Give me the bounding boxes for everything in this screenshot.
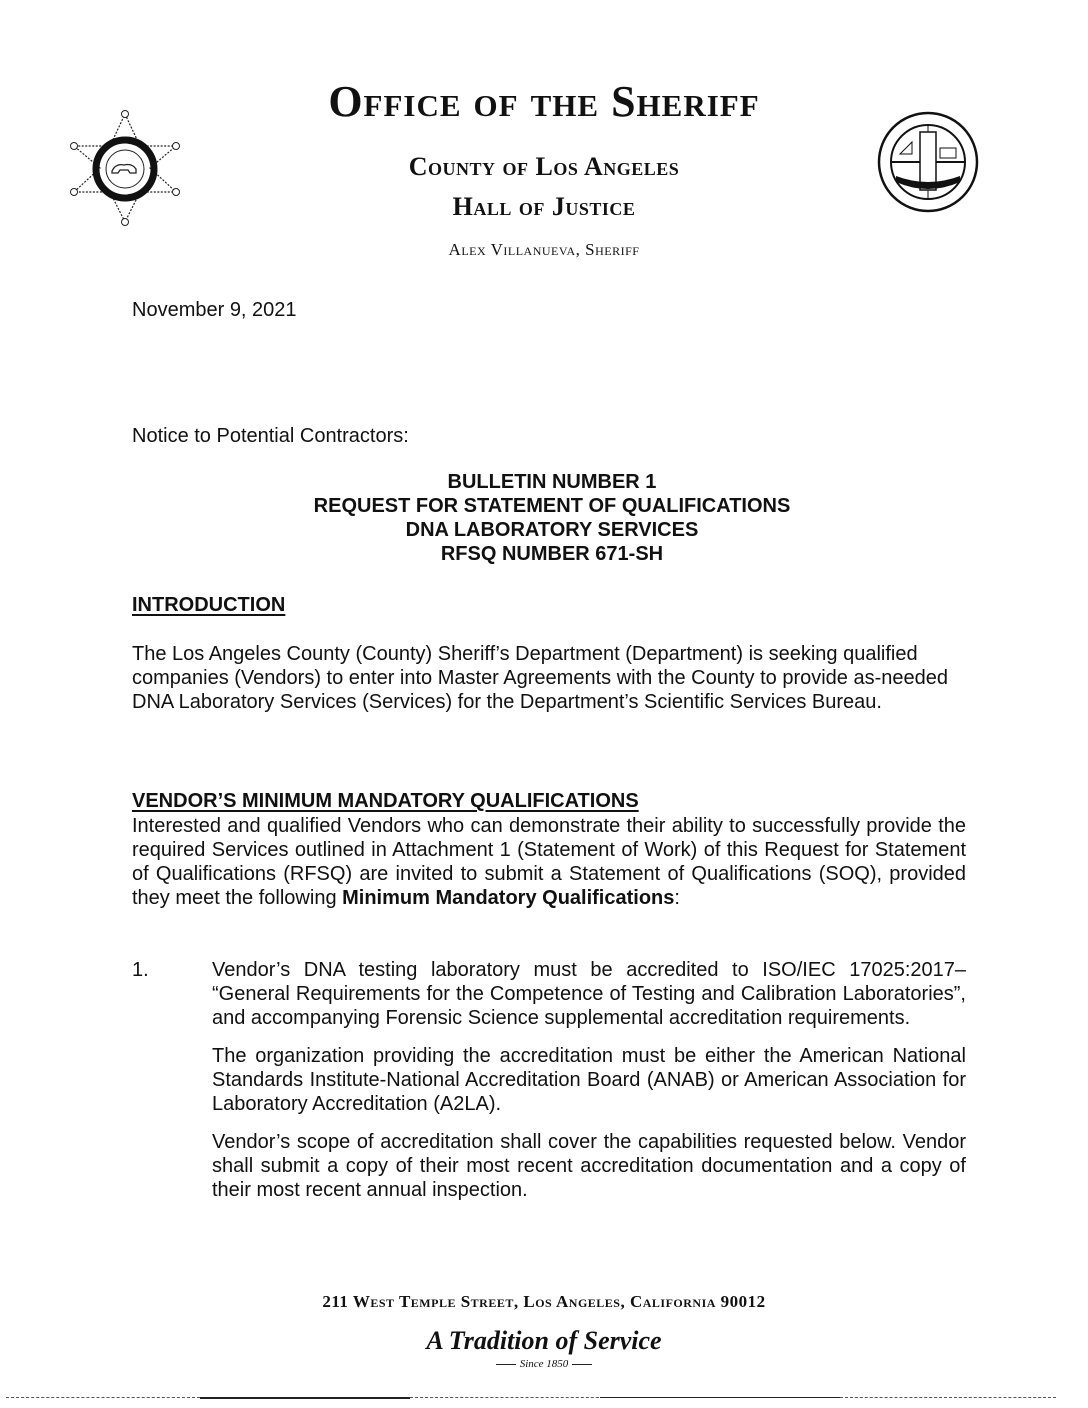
footer-since	[0, 1358, 1088, 1370]
letterhead-hall-of-justice: Hall of Justice	[452, 192, 636, 221]
bulletin-title-block	[132, 470, 962, 566]
bulletin-line: REQUEST FOR STATEMENT OF QUALIFICATIONS	[313, 495, 791, 517]
qualifications-heading: VENDOR’S MINIMUM MANDATORY QUALIFICATIONS	[132, 790, 639, 812]
letter-date: November 9, 2021	[132, 299, 297, 321]
flourish-left-icon	[496, 1364, 516, 1365]
letterhead-sheriff-name: Alex Villanueva, Sheriff	[448, 240, 640, 259]
introduction-heading: INTRODUCTION	[132, 594, 286, 616]
list-item-paragraph: The organization providing the accreditation must be either the American National Standards Institute-National Accreditation Board (ANAB) or American Association for Laboratory Accreditation (A2LA).	[212, 1045, 966, 1115]
introduction-paragraph: The Los Angeles County (County) Sheriff’s Department (Department) is seeking qualified companies (Vendors) to enter into Master Agreements with the County to provide as-needed DNA Laboratory Services (Services) for the Department’s Scientific Services Bureau.	[132, 643, 949, 713]
list-item-paragraph: Vendor’s scope of accreditation shall cover the capabilities requested below. Vendor shall submit a copy of their most recent accreditation documentation and a copy of their most recent annual inspection.	[212, 1131, 966, 1201]
footer-address: 211 West Temple Street, Los Angeles, California 90012	[322, 1292, 766, 1311]
page-bottom-divider	[840, 1397, 1056, 1398]
qualifications-bold-text: Minimum Mandatory Qualifications	[342, 887, 675, 909]
footer-since-text: Since 1850	[519, 1358, 569, 1370]
letterhead-county: County of Los Angeles	[408, 152, 680, 181]
footer-motto: A Tradition of Service	[426, 1326, 662, 1355]
page-bottom-divider	[200, 1397, 410, 1399]
bulletin-line: DNA LABORATORY SERVICES	[405, 519, 699, 541]
letter-salutation: Notice to Potential Contractors:	[132, 425, 409, 447]
county-seal-icon	[876, 110, 980, 214]
qualifications-text: Interested and qualified Vendors who can demonstrate their ability to successfully provide the required Services outlined in Attachment 1 (Statement of Work) of this Request for Statement of Qualifications (RFSQ) are invited to submit a Statement of Qualifications (SOQ), provided they meet the following	[132, 815, 966, 909]
qualifications-colon: :	[674, 887, 680, 909]
bulletin-line: RFSQ NUMBER 671-SH	[440, 543, 664, 565]
page-bottom-divider	[600, 1397, 840, 1398]
list-item-number: 1.	[132, 959, 149, 981]
list-item	[212, 958, 966, 1216]
letterhead-title: Office of the Sheriff	[328, 77, 760, 126]
bulletin-line: BULLETIN NUMBER 1	[447, 471, 657, 493]
qualifications-paragraph	[132, 814, 966, 910]
list-item-paragraph: Vendor’s DNA testing laboratory must be accredited to ISO/IEC 17025:2017– “General Requirements for the Competence of Testing and Calibration Laboratories”, and accompanying Forensic Science supplemental accreditation requirements.	[212, 959, 966, 1029]
flourish-right-icon	[572, 1364, 592, 1365]
page-bottom-divider	[6, 1397, 200, 1398]
